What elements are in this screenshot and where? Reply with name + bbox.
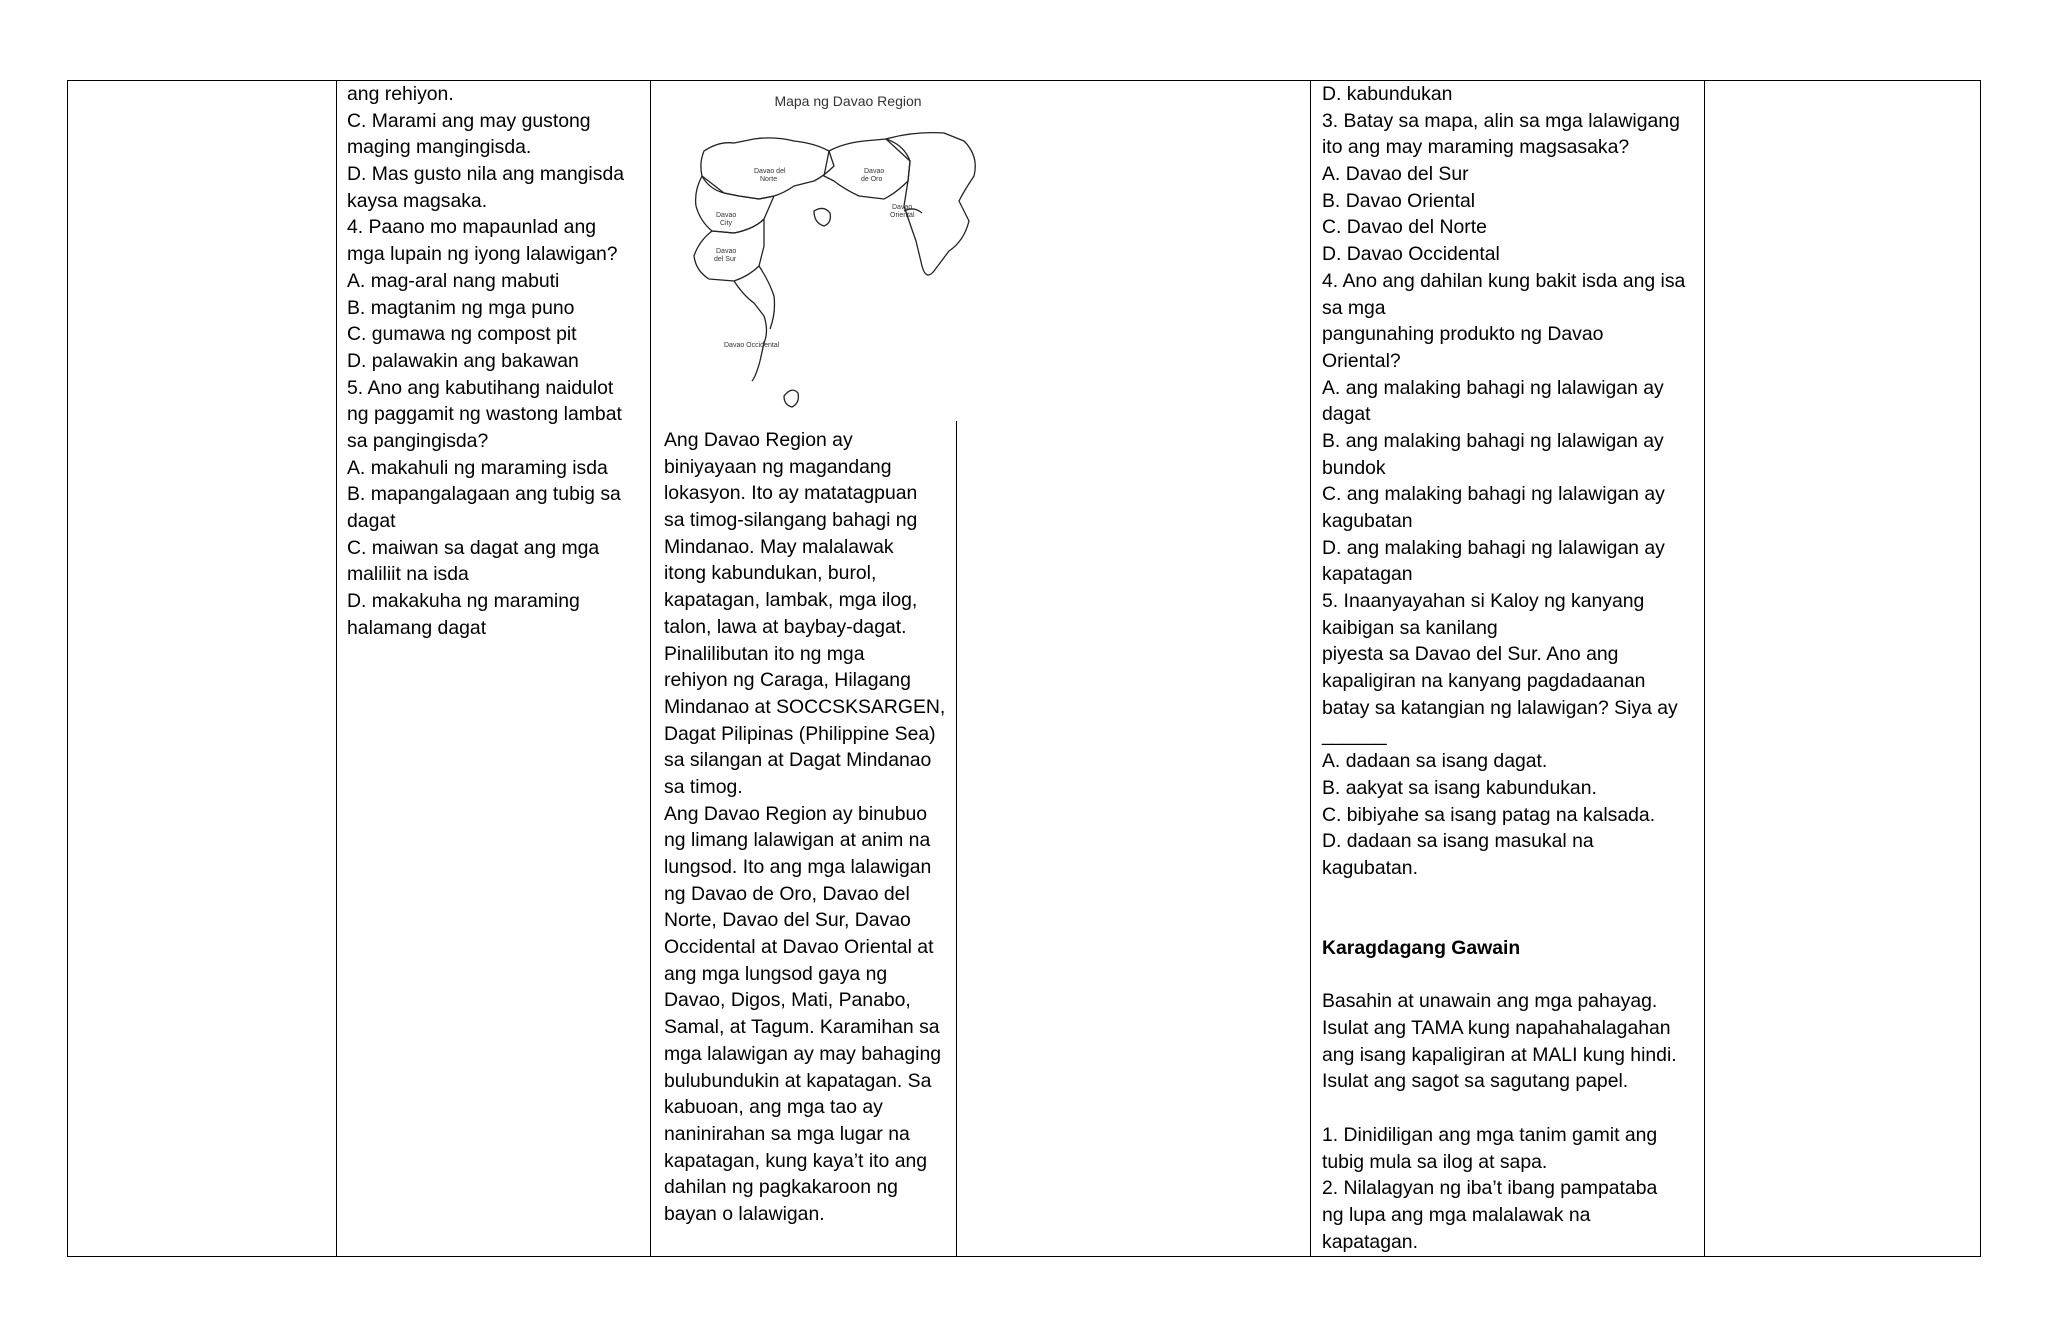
text-line: A. Davao del Sur xyxy=(1322,163,1469,186)
text-line: bulubundukin at kapatagan. Sa xyxy=(664,1069,932,1092)
text-line: B. aakyat sa isang kabundukan. xyxy=(1322,776,1597,799)
text-line: sa silangan at Dagat Mindanao xyxy=(664,749,932,772)
label-davao-del-norte: Norte xyxy=(760,176,778,183)
column-divider xyxy=(1310,81,1311,1256)
column-divider xyxy=(1704,81,1705,1256)
text-line: maliliit na isda xyxy=(347,563,469,586)
text-line: naninirahan sa mga lugar na xyxy=(664,1122,910,1145)
text-line: B. mapangalagaan ang tubig sa xyxy=(347,483,621,506)
text-line: 2. Nilalagyan ng iba’t ibang pampataba xyxy=(1322,1177,1658,1200)
label-davao-oriental: Davao xyxy=(892,204,913,211)
text-line: D. palawakin ang bakawan xyxy=(347,349,579,372)
text-line: mga lupain ng iyong lalawigan? xyxy=(347,243,618,266)
text-line: ng lupa ang mga malalawak na xyxy=(1322,1203,1591,1226)
text-line: B. magtanim ng mga puno xyxy=(347,296,575,319)
text-line: C. Marami ang may gustong xyxy=(347,109,591,132)
text-line: 4. Ano ang dahilan kung bakit isda ang isa xyxy=(1322,269,1686,292)
text-line: 4. Paano mo mapaunlad ang xyxy=(347,216,597,239)
text-line: kapatagan. xyxy=(1322,1230,1418,1253)
text-line: Oriental? xyxy=(1322,349,1401,372)
text-line: 1. Dinidiligan ang mga tanim gamit ang xyxy=(1322,1123,1658,1146)
text-line: ng paggamit ng wastong lambat xyxy=(347,403,622,426)
text-line: kagubatan. xyxy=(1322,856,1418,879)
column-divider xyxy=(336,81,337,1256)
text-line: kaibigan sa kanilang xyxy=(1322,616,1498,639)
map-title: Mapa ng Davao Region xyxy=(774,93,922,109)
text-line: bundok xyxy=(1322,456,1386,479)
text-line: kapatagan, lambak, mga ilog, xyxy=(664,589,918,612)
text-line: Mindanao. May malalawak xyxy=(664,535,894,558)
text-line: mga lalawigan ay may bahaging xyxy=(664,1042,942,1065)
label-davao-city: Davao xyxy=(716,212,737,219)
text-line xyxy=(1322,908,1685,935)
text-line: 3. Batay sa mapa, alin sa mga lalawigang xyxy=(1322,109,1680,132)
text-line: D. Mas gusto nila ang mangisda xyxy=(347,163,625,186)
text-line: Karagdagang Gawain xyxy=(1322,937,1521,959)
text-line: C. bibiyahe sa isang patag na kalsada. xyxy=(1322,803,1656,826)
assessment-column xyxy=(1322,81,1685,1255)
text-line: A. ang malaking bahagi ng lalawigan ay xyxy=(1322,376,1664,399)
text-line: ang rehiyon. xyxy=(347,83,454,105)
text-line: ______ xyxy=(1322,723,1387,746)
column-divider xyxy=(650,81,651,1256)
text-line: D. ang malaking bahagi ng lalawigan ay xyxy=(1322,536,1665,559)
text-line: pangunahing produkto ng Davao xyxy=(1322,323,1604,346)
text-line: D. makakuha ng maraming xyxy=(347,590,580,613)
text-line: kabuoan, ang mga tao ay xyxy=(664,1096,883,1119)
text-line: piyesta sa Davao del Sur. Ano ang xyxy=(1322,643,1619,666)
label-davao-de-oro: de Oro xyxy=(861,176,883,183)
text-line: A. makahuli ng maraming isda xyxy=(347,456,608,479)
text-line: ng limang lalawigan at anim na xyxy=(664,829,931,852)
text-line: lungsod. Ito ang mga lalawigan xyxy=(664,856,932,878)
text-line: A. mag-aral nang mabuti xyxy=(347,269,560,292)
label-davao-del-norte: Davao del xyxy=(754,168,786,175)
column-divider xyxy=(956,421,957,1256)
text-line: A. dadaan sa isang dagat. xyxy=(1322,750,1548,773)
text-line: 5. Inaanyayahan si Kaloy ng kanyang xyxy=(1322,590,1645,613)
reading-column xyxy=(664,427,945,1228)
text-line: dagat xyxy=(1322,403,1371,426)
davao-occidental-region xyxy=(734,266,775,381)
text-line: itong kabundukan, burol, xyxy=(664,562,877,585)
text-line: Dagat Pilipinas (Philippine Sea) xyxy=(664,722,936,745)
text-line: D. kabundukan xyxy=(1322,83,1453,105)
text-line: C. Davao del Norte xyxy=(1322,216,1487,239)
text-line xyxy=(1322,882,1685,909)
samal-island xyxy=(814,208,830,226)
text-line: Norte, Davao del Sur, Davao xyxy=(664,909,911,932)
text-line: 5. Ano ang kabutihang naidulot xyxy=(347,376,614,399)
text-line: C. maiwan sa dagat ang mga xyxy=(347,536,600,559)
text-line: bayan o lalawigan. xyxy=(664,1202,825,1225)
text-line: dahilan ng pagkakaroon ng xyxy=(664,1176,898,1199)
text-line: Pinalilibutan ito ng mga xyxy=(664,642,865,665)
text-line: D. dadaan sa isang masukal na xyxy=(1322,830,1594,853)
label-davao-del-sur: Davao xyxy=(716,248,737,255)
text-line xyxy=(1322,962,1685,989)
text-line: Ang Davao Region ay binubuo xyxy=(664,802,928,825)
text-line: ng Davao de Oro, Davao del xyxy=(664,882,910,905)
small-island xyxy=(784,390,798,407)
text-line: Samal, at Tagum. Karamihan sa xyxy=(664,1016,940,1039)
text-line: tubig mula sa ilog at sapa. xyxy=(1322,1150,1548,1173)
text-line: dagat xyxy=(347,510,396,532)
text-line: ito ang may maraming magsasaka? xyxy=(1322,136,1630,159)
text-line: ang isang kapaligiran at MALI kung hindi. xyxy=(1322,1043,1677,1066)
text-line: kapatagan, kung kaya’t ito ang xyxy=(664,1149,928,1172)
label-davao-oriental: Oriental xyxy=(890,212,915,219)
text-line: kapatagan xyxy=(1322,563,1413,586)
text-line: B. ang malaking bahagi ng lalawigan ay xyxy=(1322,429,1664,452)
text-line: rehiyon ng Caraga, Hilagang xyxy=(664,669,911,692)
text-line: B. Davao Oriental xyxy=(1322,189,1476,212)
text-line: D. Davao Occidental xyxy=(1322,243,1500,266)
text-line: halamang dagat xyxy=(347,616,487,639)
text-line: lokasyon. Ito ay matatagpuan xyxy=(664,482,918,505)
text-line: Isulat ang TAMA kung napahahalagahan xyxy=(1322,1017,1671,1040)
text-line: C. ang malaking bahagi ng lalawigan ay xyxy=(1322,483,1665,506)
text-line: Basahin at unawain ang mga pahayag. xyxy=(1322,990,1658,1013)
text-line: kapaligiran na kanyang pagdadaanan xyxy=(1322,670,1646,693)
text-line: biniyayaan ng magandang xyxy=(664,455,892,478)
text-line: Isulat ang sagot sa sagutang papel. xyxy=(1322,1070,1629,1093)
text-line xyxy=(1322,1095,1685,1122)
text-line: kaysa magsaka. xyxy=(347,189,488,212)
davao-region-map xyxy=(664,81,1032,421)
label-davao-del-sur: del Sur xyxy=(714,256,737,263)
text-line: sa mga xyxy=(1322,296,1386,319)
text-line: sa pangingisda? xyxy=(347,429,489,452)
text-line: Davao, Digos, Mati, Panabo, xyxy=(664,989,911,1012)
label-davao-city: City xyxy=(720,220,733,227)
questions-column xyxy=(347,81,624,641)
text-line: maging mangingisda. xyxy=(347,136,532,159)
davao-city-region xyxy=(696,176,774,233)
label-davao-de-oro: Davao xyxy=(864,168,885,175)
map-drawing xyxy=(664,81,1032,421)
text-line: sa timog-silangang bahagi ng xyxy=(664,509,918,532)
text-line: sa timog. xyxy=(664,775,743,798)
lesson-table xyxy=(67,80,1981,1257)
text-line: kagubatan xyxy=(1322,510,1413,532)
text-line: talon, lawa at baybay-dagat. xyxy=(664,615,907,638)
text-line: C. gumawa ng compost pit xyxy=(347,323,577,346)
text-line: Mindanao at SOCCSKSARGEN, xyxy=(664,695,946,718)
text-line: Ang Davao Region ay xyxy=(664,429,853,451)
text-line: Occidental at Davao Oriental at xyxy=(664,936,934,959)
text-line: ang mga lungsod gaya ng xyxy=(664,962,888,985)
text-line: batay sa katangian ng lalawigan? Siya ay xyxy=(1322,696,1678,719)
label-davao-occidental: Davao Occidental xyxy=(724,342,780,349)
